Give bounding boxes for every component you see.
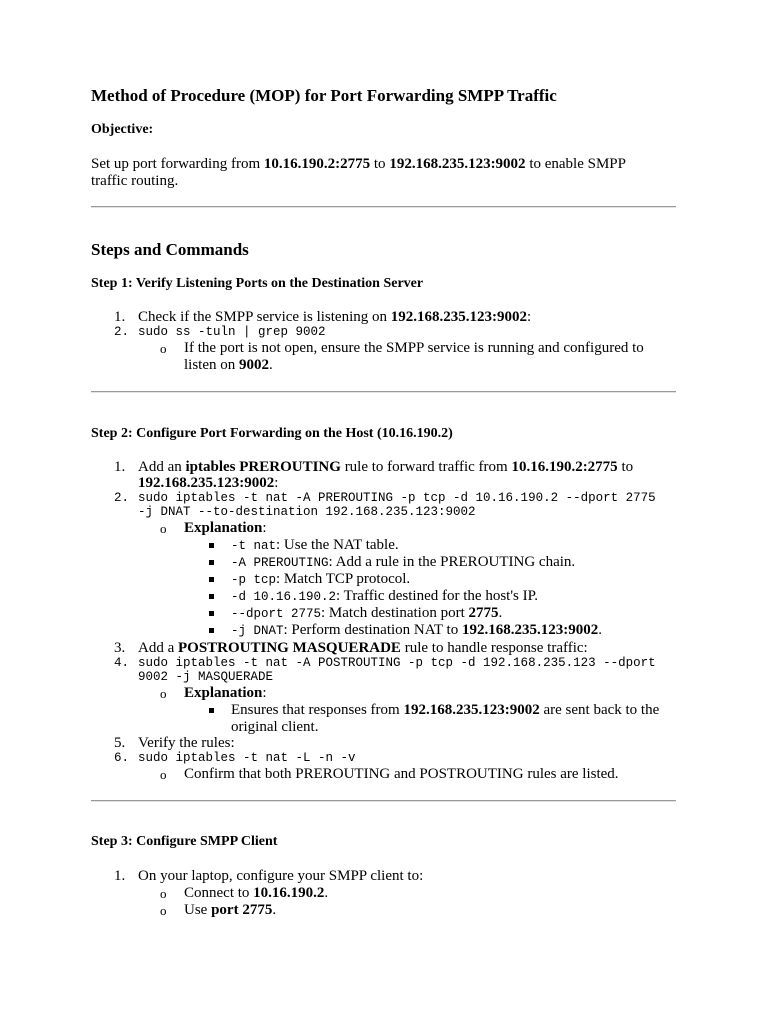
bullet-circle: o bbox=[160, 686, 167, 701]
text: . bbox=[598, 622, 602, 638]
text-bold: POSTROUTING MASQUERADE bbox=[178, 640, 401, 656]
text: Add an bbox=[138, 459, 186, 475]
explanation-item bbox=[231, 622, 602, 639]
step2-command-3: sudo iptables -t nat -L -n -v bbox=[138, 751, 356, 765]
text: rule to handle response traffic: bbox=[400, 640, 588, 656]
step2-item-1-line-2 bbox=[138, 475, 278, 492]
text: Ensures that responses from bbox=[231, 702, 404, 718]
text: Add a bbox=[138, 640, 178, 656]
steps-heading: Steps and Commands bbox=[91, 240, 249, 259]
step2-command-1-line-1: sudo iptables -t nat -A PREROUTING -p tcp -d 10.16.190.2 --dport 2775 bbox=[138, 491, 656, 505]
step1-heading: Step 1: Verify Listening Ports on the Destination Server bbox=[91, 276, 424, 291]
bullet-circle: o bbox=[160, 767, 167, 782]
step2-heading: Step 2: Configure Port Forwarding on the Host (10.16.190.2) bbox=[91, 426, 453, 441]
text-bold: 9002 bbox=[239, 357, 269, 373]
list-number: 1. bbox=[114, 309, 126, 325]
objective-line-1 bbox=[91, 156, 626, 173]
text: rule to forward traffic from bbox=[340, 459, 512, 475]
text: : bbox=[527, 309, 532, 325]
text: are sent back to the bbox=[539, 702, 660, 718]
text-bold: 192.168.235.123:9002 bbox=[138, 475, 275, 491]
step2-final-note: Confirm that both PREROUTING and POSTROUTING rules are listed. bbox=[184, 766, 619, 782]
text: Use bbox=[184, 902, 212, 918]
list-number: 1. bbox=[114, 459, 126, 475]
text: to bbox=[617, 459, 634, 475]
step2-item-3 bbox=[138, 640, 588, 657]
explanation-item-line-1 bbox=[231, 702, 659, 719]
text: . bbox=[272, 902, 277, 918]
text-bold: 10.16.190.2 bbox=[253, 885, 325, 901]
horizontal-rule bbox=[91, 800, 676, 802]
bullet-square bbox=[209, 543, 214, 548]
list-number: 4. bbox=[114, 656, 130, 670]
step3-sub-2 bbox=[184, 902, 276, 919]
text: . bbox=[324, 885, 329, 901]
step2-item-1-line-1 bbox=[138, 459, 633, 476]
text: : bbox=[262, 520, 267, 536]
explanation-label bbox=[184, 520, 267, 537]
text: Set up port forwarding from bbox=[91, 156, 264, 172]
text-bold: 192.168.235.123:9002 bbox=[389, 156, 526, 172]
text-bold: 192.168.235.123:9002 bbox=[390, 309, 528, 325]
explanation-item bbox=[231, 537, 399, 554]
text: . bbox=[269, 357, 273, 373]
text: : bbox=[262, 685, 267, 701]
step1-note-line-1: If the port is not open, ensure the SMPP service is running and configured to bbox=[184, 340, 644, 356]
text-bold: 2775 bbox=[468, 605, 499, 621]
objective-heading: Objective: bbox=[91, 122, 154, 137]
code-text: -A PREROUTING bbox=[231, 556, 329, 570]
text: : Use the NAT table. bbox=[276, 537, 399, 553]
text-bold: Explanation bbox=[184, 685, 263, 701]
list-number: 2. bbox=[114, 325, 130, 339]
horizontal-rule bbox=[91, 391, 676, 393]
text: to enable SMPP bbox=[525, 156, 626, 172]
text: . bbox=[498, 605, 503, 621]
bullet-square bbox=[209, 708, 214, 713]
text: listen on bbox=[184, 357, 239, 373]
bullet-circle: o bbox=[160, 903, 167, 918]
step1-command: sudo ss -tuln | grep 9002 bbox=[138, 325, 326, 339]
step2-command-2-line-1: sudo iptables -t nat -A POSTROUTING -p tcp -d 192.168.235.123 --dport bbox=[138, 656, 656, 670]
step3-sub-1 bbox=[184, 885, 328, 902]
text-bold: iptables PREROUTING bbox=[185, 459, 341, 475]
step3-item-1: On your laptop, configure your SMPP client to: bbox=[138, 868, 424, 884]
document-title: Method of Procedure (MOP) for Port Forwarding SMPP Traffic bbox=[91, 86, 557, 105]
explanation-label bbox=[184, 685, 267, 702]
bullet-square bbox=[209, 611, 214, 616]
text: : Match destination port bbox=[321, 605, 469, 621]
horizontal-rule bbox=[91, 206, 676, 208]
bullet-square bbox=[209, 628, 214, 633]
code-text: -t nat bbox=[231, 539, 277, 553]
step1-note-line-2 bbox=[184, 357, 273, 374]
list-number: 5. bbox=[114, 735, 126, 751]
text: : bbox=[274, 475, 279, 491]
explanation-item bbox=[231, 554, 575, 571]
text-bold: 10.16.190.2:2775 bbox=[511, 459, 618, 475]
list-number: 3. bbox=[114, 640, 126, 656]
code-text: -d 10.16.190.2 bbox=[231, 590, 337, 604]
explanation-item bbox=[231, 605, 502, 622]
code-text: --dport 2775 bbox=[231, 607, 322, 621]
text-bold: 10.16.190.2:2775 bbox=[263, 156, 371, 172]
text-bold: Explanation bbox=[184, 520, 263, 536]
bullet-square bbox=[209, 560, 214, 565]
code-text: -j DNAT bbox=[231, 624, 284, 638]
text: Check if the SMPP service is listening on bbox=[138, 309, 391, 325]
step2-command-2-line-2: 9002 -j MASQUERADE bbox=[138, 670, 274, 684]
text: Connect to bbox=[184, 885, 254, 901]
code-text: -p tcp bbox=[231, 573, 277, 587]
bullet-square bbox=[209, 577, 214, 582]
text-bold: port 2775 bbox=[211, 902, 273, 918]
text-bold: 192.168.235.123:9002 bbox=[461, 622, 599, 638]
list-number: 6. bbox=[114, 751, 130, 765]
explanation-item-line-2: original client. bbox=[231, 719, 319, 735]
text-bold: 192.168.235.123:9002 bbox=[403, 702, 540, 718]
step3-heading: Step 3: Configure SMPP Client bbox=[91, 834, 278, 849]
bullet-square bbox=[209, 594, 214, 599]
step1-item-1 bbox=[138, 309, 531, 326]
bullet-circle: o bbox=[160, 341, 167, 356]
step2-item-5: Verify the rules: bbox=[138, 735, 235, 751]
text: to bbox=[370, 156, 390, 172]
bullet-circle: o bbox=[160, 886, 167, 901]
list-number: 2. bbox=[114, 491, 130, 505]
text: : Match TCP protocol. bbox=[276, 571, 411, 587]
text: : Traffic destined for the host's IP. bbox=[336, 588, 539, 604]
step2-command-1-line-2: -j DNAT --to-destination 192.168.235.123:9002 bbox=[138, 505, 476, 519]
bullet-circle: o bbox=[160, 521, 167, 536]
explanation-item bbox=[231, 571, 410, 588]
explanation-item bbox=[231, 588, 538, 605]
objective-line-2: traffic routing. bbox=[91, 173, 179, 189]
text: : Add a rule in the PREROUTING chain. bbox=[328, 554, 576, 570]
list-number: 1. bbox=[114, 868, 126, 884]
text: : Perform destination NAT to bbox=[283, 622, 462, 638]
